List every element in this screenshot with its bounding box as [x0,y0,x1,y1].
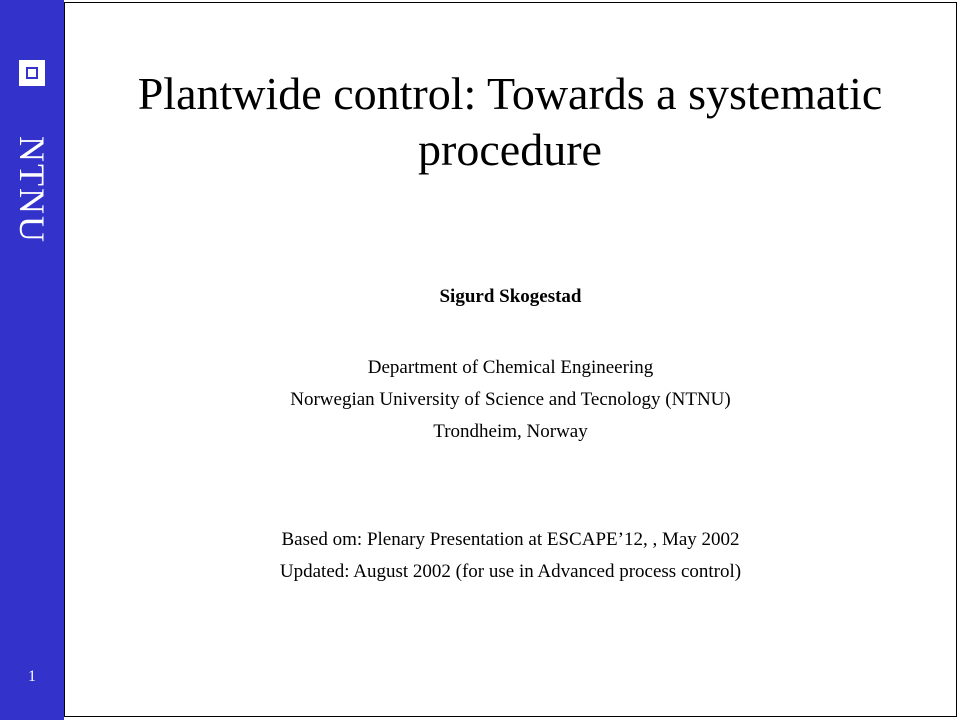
affiliation-line: Department of Chemical Engineering [367,357,654,378]
affiliation-line: Trondheim, Norway [433,421,588,442]
affiliation-block [64,352,957,448]
notes-block [64,524,957,588]
ntnu-logo-text: NTNU [12,136,52,244]
page-number: 1 [28,668,36,685]
sidebar [0,0,64,720]
logo-inner-square [26,67,38,79]
note-line: Based om: Plenary Presentation at ESCAPE’12, , May 2002 [281,529,740,550]
affiliation-line: Norwegian University of Science and Tecnology (NTNU) [290,389,731,410]
note-line: Updated: August 2002 (for use in Advanced process control) [279,561,742,582]
slide-title: Plantwide control: Towards a systematic procedure [137,68,883,175]
author-name: Sigurd Skogestad [439,286,582,307]
ntnu-logo-icon [19,60,45,86]
